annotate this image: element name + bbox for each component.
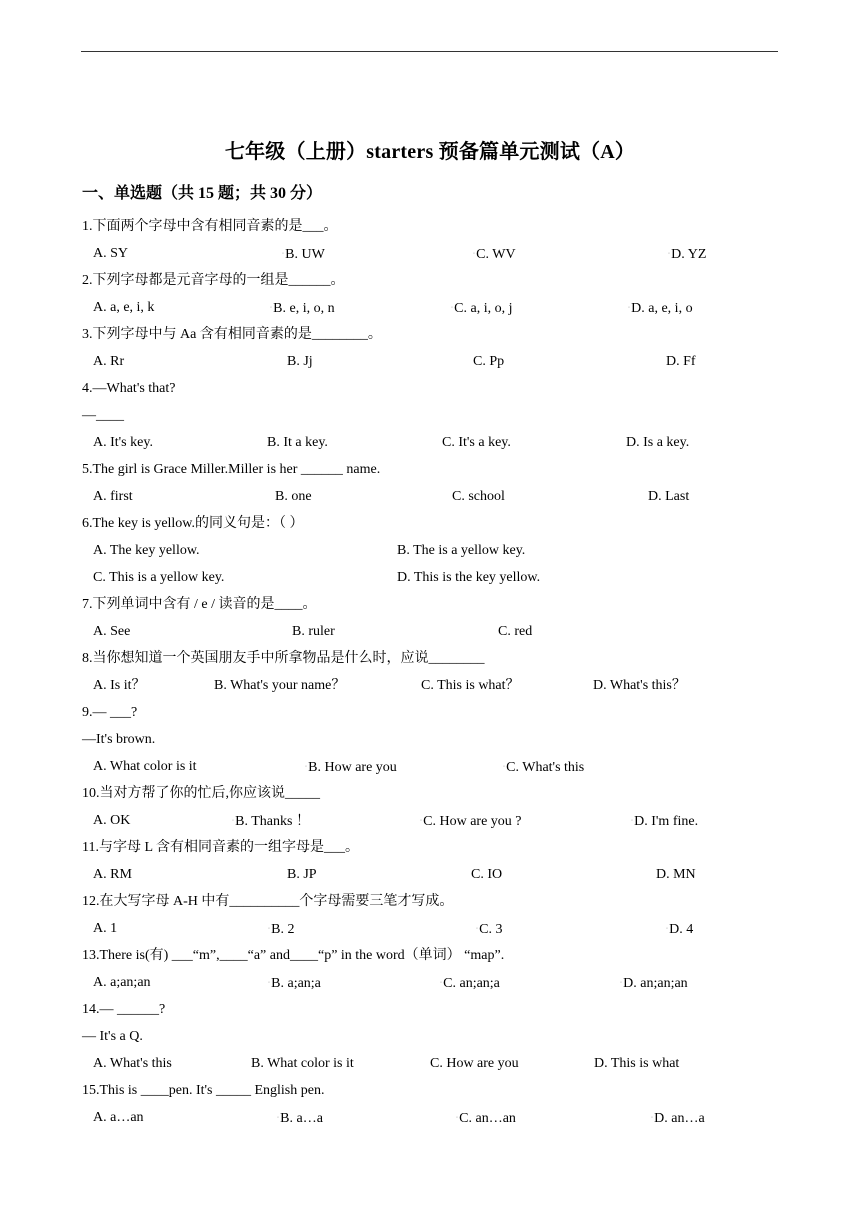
answer-option[interactable] — [594, 1054, 679, 1074]
answer-option[interactable] — [268, 973, 321, 994]
answer-option-label: C. 3 — [479, 922, 503, 937]
question-stem: 13.There is(有) ___“m”,____“a” and____“p” in the word（单词） “map”. — [82, 948, 505, 963]
answer-option-label: A. The key yellow. — [93, 543, 200, 558]
question-stem: 4.—What's that? — [82, 381, 176, 396]
option-marker-icon: ◦ — [451, 305, 454, 311]
answer-option[interactable] — [93, 487, 133, 507]
question-stem: 8.当你想知道一个英国朋友手中所拿物品是什么时，应说________ — [82, 651, 485, 666]
answer-option-label: B. a;an;a — [271, 976, 321, 991]
answer-option-label: A. It's key. — [93, 435, 153, 450]
answer-option-label: A. Rr — [93, 354, 125, 369]
option-marker-icon: ◦ — [277, 1115, 280, 1121]
answer-option-label: A. a…an — [93, 1110, 144, 1125]
answer-option[interactable] — [666, 919, 693, 940]
question-stem: 11.与字母 L 含有相同音素的一组字母是___。 — [82, 840, 360, 855]
question-dialogue-line: — It's a Q. — [82, 1029, 143, 1044]
answer-option[interactable] — [93, 541, 200, 561]
question-stem: 14.— ______? — [82, 1002, 166, 1017]
answer-option[interactable] — [451, 298, 512, 319]
answer-option-label: B. Jj — [287, 354, 313, 369]
answer-option[interactable] — [282, 244, 325, 265]
answer-option[interactable] — [473, 352, 504, 372]
answer-option-label: A. OK — [93, 813, 131, 828]
option-marker-icon: ◦ — [668, 251, 671, 257]
answer-option[interactable] — [287, 865, 317, 885]
answer-option-label: B. e, i, o, n — [273, 301, 335, 316]
answer-option[interactable] — [93, 973, 151, 993]
answer-option[interactable] — [267, 433, 328, 453]
answer-option-label: D. Last — [648, 489, 690, 504]
option-marker-icon: ◦ — [420, 818, 423, 824]
answer-option-label: C. school — [452, 489, 505, 504]
answer-option-label: A. first — [93, 489, 133, 504]
answer-option[interactable] — [93, 865, 132, 885]
option-marker-icon: ◦ — [503, 764, 506, 770]
answer-option[interactable] — [666, 352, 696, 372]
answer-option[interactable] — [305, 757, 397, 778]
question-stem: 9.— ___? — [82, 705, 138, 720]
answer-option-label: A. See — [93, 624, 131, 639]
answer-option[interactable] — [277, 1108, 323, 1129]
answer-option[interactable] — [473, 244, 516, 265]
answer-option[interactable] — [93, 919, 117, 939]
question-stem: 15.This is ____pen. It's _____ English pen. — [82, 1083, 325, 1098]
answer-option[interactable] — [292, 622, 335, 642]
header-rule — [81, 51, 778, 52]
answer-option-label: A. What color is it — [93, 759, 197, 774]
answer-option-label: B. 2 — [271, 922, 295, 937]
answer-option-label: C. How are you — [430, 1056, 519, 1071]
answer-option[interactable] — [498, 622, 532, 642]
answer-option-label: C. Pp — [473, 354, 505, 369]
answer-option-label: B. JP — [287, 867, 317, 882]
answer-option[interactable] — [420, 811, 522, 832]
answer-option[interactable] — [668, 244, 706, 265]
answer-option-label: C. an…an — [459, 1111, 516, 1126]
answer-option[interactable] — [620, 973, 688, 994]
question-stem: 5.The girl is Grace Miller.Miller is her ______ name. — [82, 462, 381, 477]
answer-option[interactable] — [656, 865, 696, 885]
answer-option[interactable] — [93, 622, 130, 642]
answer-option-label: D. MN — [656, 867, 696, 882]
question-stem: 12.在大写字母 A-H 中有__________个字母需要三笔才写成。 — [82, 894, 454, 909]
answer-option[interactable] — [628, 298, 693, 319]
answer-option[interactable] — [251, 1054, 354, 1074]
option-marker-icon: ◦ — [440, 980, 443, 986]
answer-option[interactable] — [214, 676, 345, 696]
answer-option-label: B. one — [275, 489, 312, 504]
answer-option[interactable] — [651, 1108, 705, 1129]
option-marker-icon: ◦ — [270, 305, 273, 311]
answer-option[interactable] — [626, 433, 689, 453]
answer-option-label: B. What's your name？ — [214, 678, 346, 693]
answer-option-label: B. How are you — [308, 760, 397, 775]
answer-option[interactable] — [93, 568, 224, 588]
answer-option-label: C. It's a key. — [442, 435, 511, 450]
answer-option[interactable] — [93, 757, 197, 777]
answer-option[interactable] — [397, 541, 525, 561]
answer-option-label: C. WV — [476, 247, 516, 262]
question-dialogue-line: —It's brown. — [82, 732, 156, 747]
answer-option-label: A. a;an;an — [93, 975, 151, 990]
question-stem: 7.下列单词中含有 / e / 读音的是____。 — [82, 597, 317, 612]
answer-option[interactable] — [93, 298, 154, 318]
answer-option-label: B. What color is it — [251, 1056, 354, 1071]
answer-option-label: A. 1 — [93, 921, 118, 936]
document-title: 七年级（上册）starters 预备篇单元测试（A） — [224, 141, 636, 163]
answer-option[interactable] — [287, 352, 313, 372]
option-marker-icon: ◦ — [476, 926, 479, 932]
answer-option[interactable] — [503, 757, 584, 778]
answer-option-label: D. Ff — [666, 354, 696, 369]
answer-option[interactable] — [440, 973, 500, 994]
answer-option[interactable] — [471, 865, 502, 885]
answer-option[interactable] — [442, 433, 511, 453]
answer-option-label: D. This is the key yellow. — [397, 570, 541, 585]
option-marker-icon: ◦ — [268, 980, 271, 986]
answer-option-label: B. UW — [285, 247, 325, 262]
answer-option[interactable] — [593, 676, 686, 696]
answer-option[interactable] — [421, 676, 520, 696]
option-marker-icon: ◦ — [305, 764, 308, 770]
option-marker-icon: ◦ — [268, 926, 271, 932]
option-marker-icon: ◦ — [232, 818, 235, 824]
answer-option[interactable] — [268, 919, 294, 940]
answer-option[interactable] — [275, 487, 312, 507]
answer-option-label: C. How are you ? — [423, 814, 522, 829]
answer-option-label: D. an…a — [654, 1111, 705, 1126]
answer-option[interactable] — [93, 1108, 144, 1128]
answer-option-label: B. Thanks ！ — [235, 814, 310, 829]
answer-option[interactable] — [631, 811, 698, 832]
answer-option[interactable] — [93, 1054, 172, 1074]
answer-option[interactable] — [93, 352, 124, 372]
answer-option[interactable] — [93, 811, 130, 831]
question-stem: 3.下列字母中与 Aa 含有相同音素的是________。 — [82, 327, 382, 342]
answer-option[interactable] — [270, 298, 335, 319]
answer-option-label: C. What's this — [506, 760, 585, 775]
answer-option-label: C. red — [498, 624, 533, 639]
answer-option-label: B. The is a yellow key. — [397, 543, 526, 558]
answer-option-label: A. SY — [93, 246, 129, 261]
answer-option[interactable] — [93, 244, 128, 264]
answer-option-label: D. I'm fine. — [634, 814, 699, 829]
option-marker-icon: ◦ — [631, 818, 634, 824]
answer-option[interactable] — [397, 568, 540, 588]
question-dialogue-line: —____ — [82, 408, 124, 423]
answer-option-label: B. ruler — [292, 624, 335, 639]
answer-option-label: A. a, e, i, k — [93, 300, 155, 315]
question-stem: 6.The key is yellow.的同义句是：（ ） — [82, 516, 304, 531]
answer-option-label: A. What's this — [93, 1056, 172, 1071]
answer-option[interactable] — [456, 1108, 516, 1129]
answer-option-label: D. Is a key. — [626, 435, 690, 450]
option-marker-icon: ◦ — [282, 251, 285, 257]
question-stem: 2.下列字母都是元音字母的一组是______。 — [82, 273, 345, 288]
answer-option[interactable] — [476, 919, 502, 940]
answer-option-label: C. a, i, o, j — [454, 301, 513, 316]
answer-option[interactable] — [93, 433, 153, 453]
option-marker-icon: ◦ — [666, 926, 669, 932]
option-marker-icon: ◦ — [620, 980, 623, 986]
answer-option-label: C. an;an;a — [443, 976, 500, 991]
answer-option[interactable] — [452, 487, 505, 507]
answer-option[interactable] — [648, 487, 689, 507]
answer-option[interactable] — [232, 811, 310, 832]
answer-option-label: D. an;an;an — [623, 976, 688, 991]
answer-option-label: D. a, e, i, o — [631, 301, 693, 316]
answer-option-label: D. What's this？ — [593, 678, 686, 693]
answer-option-label: B. a…a — [280, 1111, 323, 1126]
section-title: 一、单选题（共 15 题；共 30 分） — [82, 185, 323, 202]
answer-option-label: C. This is a yellow key. — [93, 570, 225, 585]
answer-option-label: C. This is what？ — [421, 678, 520, 693]
question-stem: 10.当对方帮了你的忙后,你应该说_____ — [82, 786, 320, 801]
option-marker-icon: ◦ — [628, 305, 631, 311]
answer-option-label: C. IO — [471, 867, 503, 882]
answer-option-label: D. This is what — [594, 1056, 680, 1071]
answer-option[interactable] — [93, 676, 146, 696]
answer-option-label: A. Is it？ — [93, 678, 146, 693]
answer-option-label: D. YZ — [671, 247, 707, 262]
answer-option-label: D. 4 — [669, 922, 694, 937]
option-marker-icon: ◦ — [473, 251, 476, 257]
answer-option[interactable] — [430, 1054, 519, 1074]
option-marker-icon: ◦ — [651, 1115, 654, 1121]
answer-option-label: B. It a key. — [267, 435, 328, 450]
option-marker-icon: ◦ — [456, 1115, 459, 1121]
answer-option-label: A. RM — [93, 867, 132, 882]
question-stem: 1.下面两个字母中含有相同音素的是___。 — [82, 219, 338, 234]
